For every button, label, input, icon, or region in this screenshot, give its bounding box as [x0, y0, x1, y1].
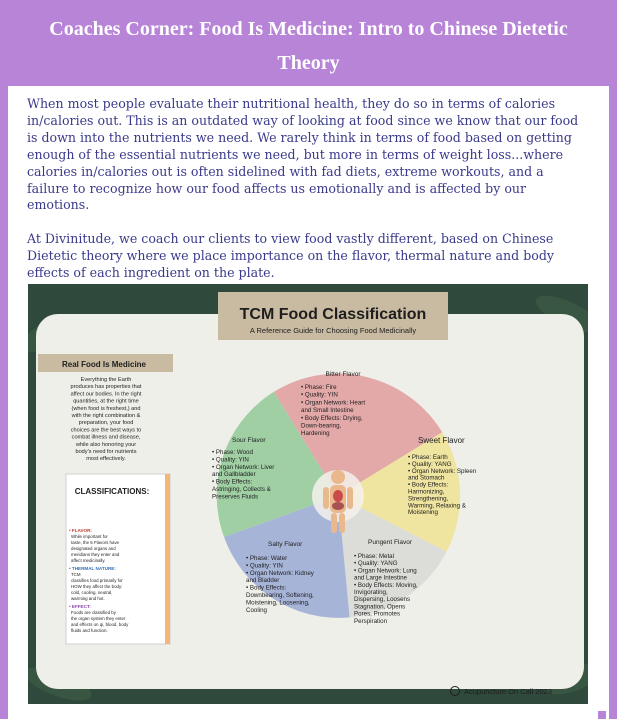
- infographic-title: TCM Food Classification: [239, 306, 427, 323]
- sidebar-body-line: while also honoring your: [75, 441, 137, 448]
- sour-flavor-line: Astringing, Collects &: [212, 486, 271, 493]
- bitter-flavor-line: • Organ Network: Heart: [301, 399, 366, 407]
- sidebar-body-line: choices are the best ways to: [70, 427, 142, 434]
- sidebar-body-line: combat illness and disease,: [71, 434, 141, 441]
- sweet-flavor-line: • Organ Network: Spleen: [408, 467, 477, 475]
- classifications-strip: [165, 474, 170, 644]
- bitter-flavor-title: Bitter Flavor: [325, 371, 361, 378]
- sour-flavor-line: • Body Effects:: [212, 478, 253, 486]
- classification-line: cold, cooling, neutral,: [71, 590, 113, 595]
- salty-flavor-line: and Bladder: [246, 577, 280, 585]
- copyright-text: Acupuncture On Call 2023: [464, 687, 552, 696]
- sour-flavor-line: • Quality: YIN: [212, 456, 249, 464]
- tcm-infographic-image: [28, 284, 588, 704]
- classification-line: classifies food primarily for: [71, 578, 123, 583]
- sweet-flavor-title: Sweet Flavor: [418, 436, 465, 445]
- bitter-flavor-line: Down-bearing,: [301, 422, 342, 430]
- sidebar-body-line: (when food is freshest,) and: [71, 405, 141, 412]
- salty-flavor-line: Moistening, Loosening,: [246, 599, 310, 607]
- salty-flavor-title: Salty Flavor: [268, 541, 303, 548]
- classification-line: and effects on qi, blood, body: [71, 622, 129, 627]
- sour-flavor-line: • Organ Network: Liver: [212, 463, 275, 471]
- article-content: [27, 96, 583, 299]
- pungent-flavor-line: • Quality: YANG: [354, 560, 398, 568]
- pungent-flavor-line: Invigorating,: [354, 589, 388, 596]
- sidebar-body-line: most effectively.: [86, 456, 126, 463]
- classification-line: the organ system they enter: [71, 616, 126, 621]
- classification-line: meridians they enter and: [71, 552, 120, 557]
- pungent-flavor-line: • Phase: Metal: [354, 553, 394, 560]
- pungent-flavor-line: Perspiration: [354, 617, 388, 625]
- salty-flavor-line: Downbearing, Softening,: [246, 592, 314, 599]
- article-paragraph: At Divinitude, we coach our clients to view food vastly different, based on Chinese Dietetic theory where we place importance on the flavor, thermal nature and body effects of each ingredient on the plate.: [27, 231, 555, 281]
- sour-flavor-line: and Gallbladder: [212, 471, 256, 479]
- salty-flavor-line: • Body Effects:: [246, 584, 287, 592]
- bitter-flavor-line: Hardening: [301, 430, 330, 438]
- sweet-flavor-line: Strengthening,: [408, 495, 449, 503]
- classification-line: While important for: [71, 534, 108, 539]
- sweet-flavor-line: Harmonizing,: [408, 488, 445, 496]
- pungent-flavor-line: Pores, Promotes: [354, 610, 401, 618]
- sidebar-body-line: body's need for nutrients: [75, 449, 137, 455]
- bitter-flavor-line: • Phase: Fire: [301, 384, 337, 391]
- infographic-subtitle: A Reference Guide for Choosing Food Medicinally: [249, 326, 417, 335]
- page-corner: [598, 711, 606, 719]
- sweet-flavor-line: • Phase: Earth: [408, 454, 448, 461]
- page-header: [8, 0, 609, 86]
- classification-line: taste, the 5 Flavors have: [71, 540, 120, 545]
- pungent-flavor-title: Pungent Flavor: [368, 539, 413, 546]
- classification-label: • FLAVOR:: [69, 528, 92, 533]
- classification-line: fluids and function.: [71, 628, 108, 633]
- sidebar-body-line: with the right combination &: [71, 413, 141, 419]
- sweet-flavor-line: • Body Effects:: [408, 481, 449, 489]
- sidebar-body: [71, 377, 142, 462]
- classification-line: Foods are classified by: [71, 610, 116, 615]
- sidebar-body-line: preparation, your food: [78, 420, 134, 427]
- sidebar-body-line: affect our bodies. In the right: [70, 391, 142, 398]
- sidebar-body-line: quantities, at the right time: [73, 398, 139, 405]
- classification-label: • EFFECT:: [69, 604, 91, 609]
- sweet-flavor-line: and Stomach: [408, 474, 445, 482]
- classification-line: warming and hot.: [71, 596, 105, 601]
- classification-line: TCM: [71, 572, 81, 577]
- salty-flavor-line: • Quality: YIN: [246, 562, 283, 570]
- bitter-flavor-line: • Quality: YIN: [301, 391, 338, 399]
- bitter-flavor-line: and Small Intestine: [301, 407, 354, 415]
- sour-flavor-line: Preserves Fluids: [212, 493, 259, 501]
- sidebar-body-line: produces has properties that: [70, 384, 142, 391]
- bitter-flavor-line: • Body Effects: Drying,: [301, 414, 363, 422]
- classification-line: affect medicinally.: [71, 558, 106, 563]
- page-title: Coaches Corner: Food Is Medicine: Intro to Chinese Dietetic Theory: [49, 18, 568, 74]
- salty-flavor-line: • Phase: Water: [246, 555, 288, 562]
- pungent-flavor-line: • Organ Network: Lung: [354, 567, 417, 575]
- sour-flavor-title: Sour Flavor: [232, 437, 266, 444]
- sidebar-body-line: Everything the Earth: [80, 377, 132, 383]
- salty-flavor-line: • Organ Network: Kidney: [246, 569, 314, 577]
- classification-line: designated organs and: [71, 546, 116, 551]
- pungent-flavor-line: • Body Effects: Moving,: [354, 581, 418, 589]
- sour-flavor-line: • Phase: Wood: [212, 449, 253, 456]
- classification-label: • THERMAL NATURE:: [69, 566, 116, 571]
- sidebar-heading: Real Food Is Medicine: [61, 360, 147, 369]
- pungent-flavor-line: Stagnation, Opens: [354, 603, 406, 611]
- sweet-flavor-line: • Quality: YANG: [408, 460, 452, 468]
- article-paragraph: When most people evaluate their nutritional health, they do so in terms of calories in/calories out. This is an outdated way of looking at food since we know that our food is down into the nutrients we need. We rarely think in terms of food based on getting enough of the essential nutrients we need, but more in terms of weight loss...where calories in/calories out is often sidelined with fad diets, extreme workouts, and a failure to recognize how our food affects us emotionally and is affected by our emotions.: [27, 96, 579, 213]
- pungent-flavor-line: and Large Intestine: [354, 574, 407, 582]
- classifications-heading: CLASSIFICATIONS:: [74, 487, 150, 496]
- sweet-flavor-line: Warming, Relaxing &: [408, 502, 466, 510]
- salty-flavor-line: Cooling: [246, 606, 267, 614]
- sweet-flavor-line: Moistening: [408, 509, 438, 517]
- classification-line: HOW they affect the body:: [71, 584, 123, 589]
- pungent-flavor-line: Dispersing, Loosens: [354, 596, 411, 604]
